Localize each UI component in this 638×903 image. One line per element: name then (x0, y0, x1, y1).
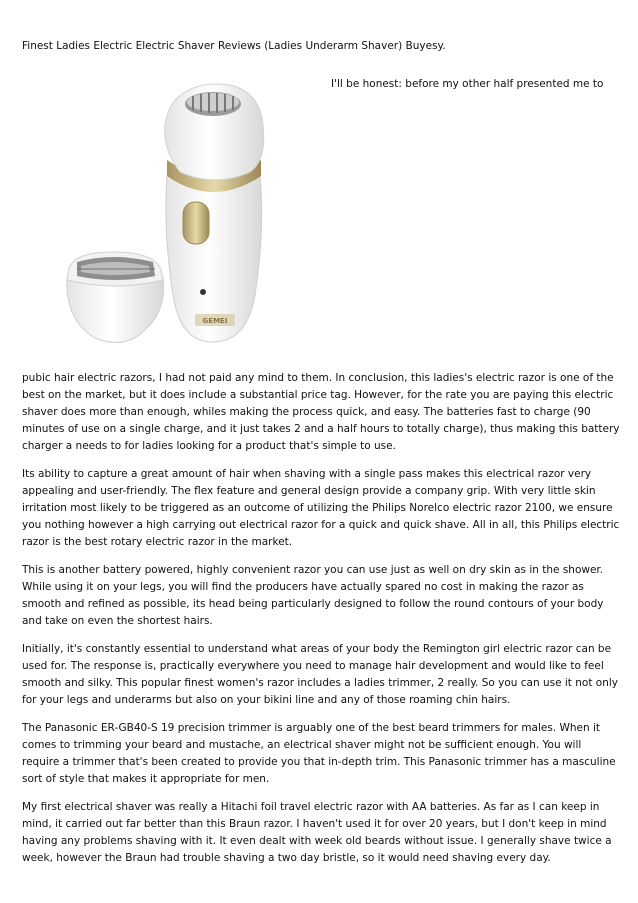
paragraph: This is another battery powered, highly convenient razor you can use just as well on dry skin as in the shower. While using it on your legs, you will find the producers have actually spared no cost in making the razor as smooth and refined as possible, its head being particularly designed to follow the round contours of your body and take on even the shortest hairs. (22, 564, 604, 627)
paragraph: pubic hair electric razors, I had not paid any mind to them. In conclusion, this ladies's electric razor is one of the best on the market, but it does include a substantial price tag. However, for the rate you are paying this electric shaver does more than enough, whiles making the process quick, and easy. The batteries fast to charge (90 minutes of use on a single charge, and it just takes 2 and a half hours to totally charge), thus making this battery charger a needs to for ladies looking for a product that's simple to use. (22, 372, 620, 452)
page-title: Finest Ladies Electric Electric Shaver Reviews (Ladies Underarm Shaver) Buyesy. (22, 40, 446, 52)
shaver-head-attachment (67, 252, 164, 343)
paragraph: Initially, it's constantly essential to understand what areas of your body the Remington girl electric razor can be used for. The response is, practically everywhere you need to manage hair development and would like to feel smooth and silky. This popular finest women's razor includes a ladies trimmer, 2 really. So you can use it not only for your legs and underarms but also on your bikini line and any of those roaming chin hairs. (22, 643, 619, 706)
shaver-body (165, 84, 264, 342)
intro-text: I'll be honest: before my other half presented me to (331, 78, 604, 90)
indicator-light (200, 289, 206, 295)
article-body (22, 370, 620, 878)
epilator-discs (185, 92, 241, 116)
brand-label: GEMEI (202, 317, 228, 325)
product-image (55, 80, 295, 350)
power-switch (183, 202, 209, 244)
paragraph: My first electrical shaver was really a Hitachi foil travel electric razor with AA batteries. As far as I can keep in mind, it carried out far better than this Braun razor. I haven't used it for over 20 years, but I don't keep in mind having any problems shaving with it. It even dealt with week old beards without issue. I generally shave twice a week, however the Braun had trouble shaving a two day bristle, so it would need shaving every day. (22, 801, 612, 864)
paragraph: The Panasonic ER-GB40-S 19 precision trimmer is arguably one of the best beard trimmers for males. When it comes to trimming your beard and mustache, an electrical shaver might not be sufficient enough. You will require a trimmer that's been created to provide you that in-depth trim. This Panasonic trimmer has a masculine sort of style that makes it appropriate for men. (22, 722, 616, 785)
paragraph: Its ability to capture a great amount of hair when shaving with a single pass makes this electrical razor very appealing and user-friendly. The flex feature and general design provide a company grip. With very little skin irritation most likely to be triggered as an outcome of utilizing the Philips Norelco electric razor 2100, we ensure you nothing however a high carrying out electrical razor for a quick and quick shave. All in all, this Philips electric razor is the best rotary electric razor in the market. (22, 468, 620, 548)
